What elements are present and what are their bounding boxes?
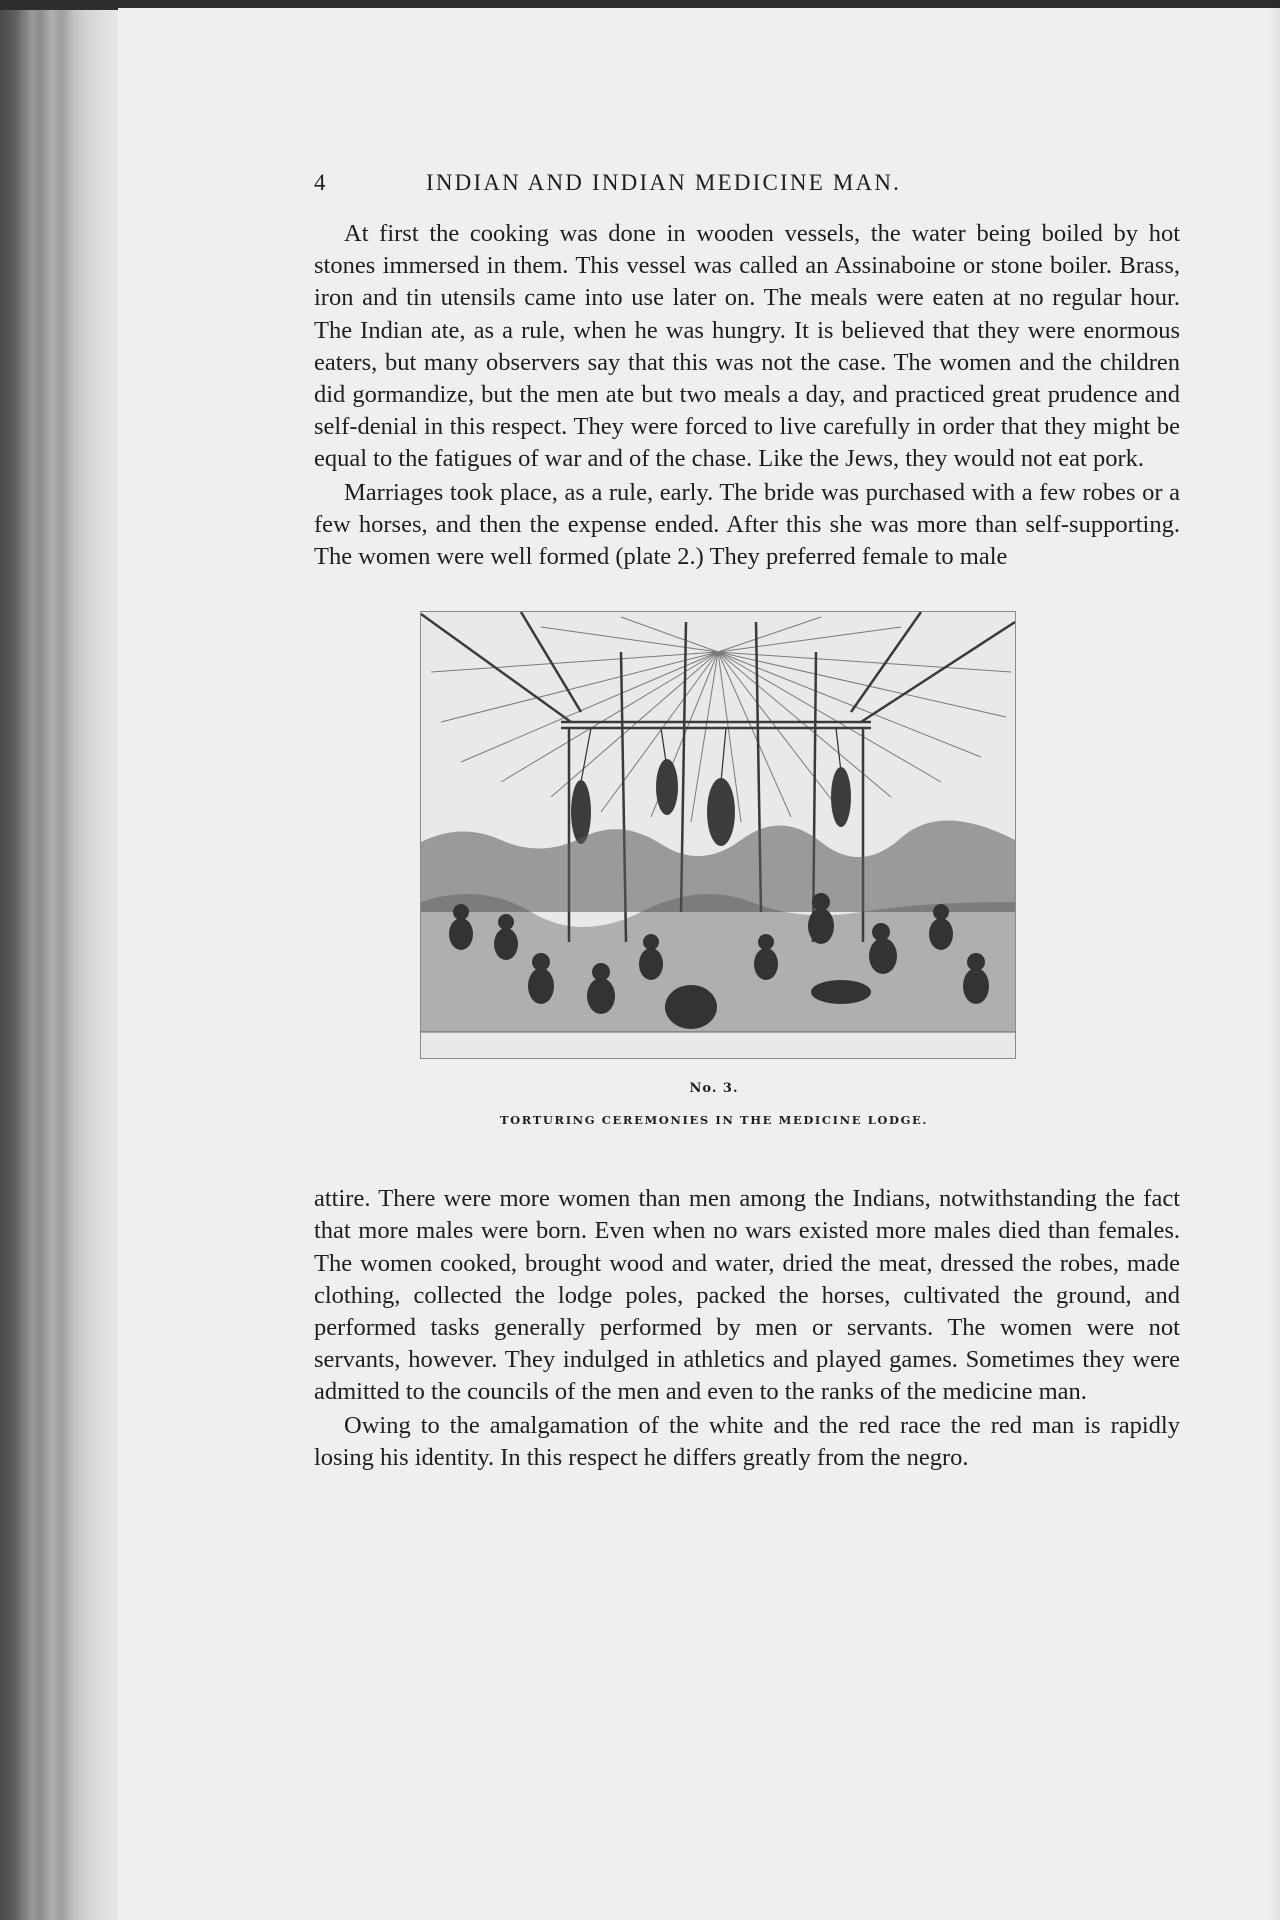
- page-number: 4: [314, 170, 328, 195]
- paragraph-amalgamation: Owing to the amalgamation of the white and the red race the red man is rapidly losing his identity. In this respect he differs greatly from the negro.: [314, 1411, 1180, 1471]
- running-head-title: INDIAN AND INDIAN MEDICINE MAN.: [426, 170, 902, 195]
- figure-caption: TORTURING CEREMONIES IN THE MEDICINE LODGE.: [500, 1113, 928, 1128]
- medicine-lodge-engraving: [421, 612, 1015, 1058]
- text-block-after-figure: [314, 1183, 1180, 1474]
- paragraph-cooking: At first the cooking was done in wooden vessels, the water being boiled by hot stones immersed in them. This vessel was called an Assinaboine or stone boiler. Brass, iron and tin utensils came into use later on. The meals were eaten at no regular hour. The Indian ate, as a rule, when he was hungry. It is believed that they were enormous eaters, but many observers say that this was not the case. The women and the children did gormandize, but the men ate but two meals a day, and practiced great prudence and self-denial in this respect. They were forced to live carefully in order that they might be equal to the fatigues of war and of the chase. Like the Jews, they would not eat pork.: [314, 220, 1180, 473]
- paragraph-marriages: Marriages took place, as a rule, early. The bride was purchased with a few robes or a few horses, and then the expense ended. After this she was more than self-supporting. The women were well formed (plate 2.) They preferred female to male: [314, 478, 1180, 571]
- paragraph-attire: attire. There were more women than men among the Indians, notwithstanding the fact that more males were born. Even when no wars existed more males died than females. The women cooked, brought wood and water, dried the meat, dressed the robes, made clothing, collected the lodge poles, packed the horses, cultivated the ground, and performed tasks generally performed by men or servants. The women were not servants, however. They indulged in athletics and played games. Sometimes they were admitted to the councils of the men and even to the ranks of the medicine man.: [314, 1185, 1180, 1406]
- page-shadow: [1268, 0, 1280, 1920]
- book-binding-edge: [0, 0, 120, 1920]
- figure-number: No. 3.: [689, 1081, 739, 1097]
- running-head: [314, 166, 1180, 206]
- figure: [314, 611, 1180, 1128]
- page-content: [314, 166, 1180, 1474]
- text-block-before-figure: [314, 218, 1180, 573]
- book-page: [118, 8, 1280, 1920]
- engraving-illustration: [420, 611, 1016, 1059]
